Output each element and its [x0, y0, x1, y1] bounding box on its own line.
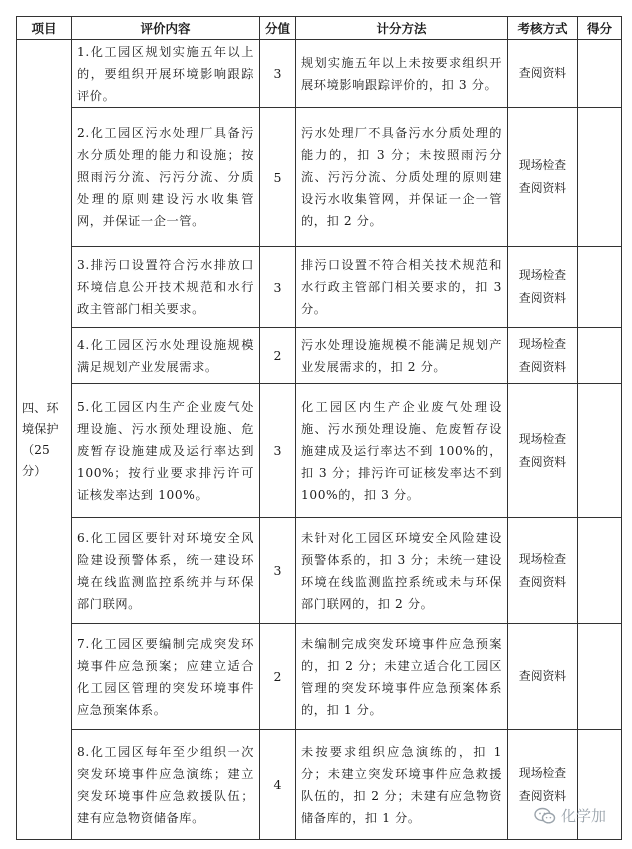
table-row	[17, 730, 622, 840]
content-cell: 4.化工园区污水处理设施规模满足规划产业发展需求。	[72, 328, 260, 384]
table-row	[17, 328, 622, 384]
score-cell: 3	[260, 518, 296, 624]
method-cell: 未按要求组织应急演练的，扣 1 分；未建立突发环境事件应急救援队伍的，扣 2 分；未建有应急物资储备库的，扣 1 分。	[296, 730, 508, 840]
mode-cell: 现场检查 查阅资料	[508, 328, 578, 384]
method-cell: 污水处理设施规模不能满足规划产业发展需求的，扣 2 分。	[296, 328, 508, 384]
mode-cell: 查阅资料	[508, 624, 578, 730]
table-row	[17, 384, 622, 518]
mode-cell: 现场检查 查阅资料	[508, 384, 578, 518]
method-cell: 规划实施五年以上未按要求组织开展环境影响跟踪评价的，扣 3 分。	[296, 40, 508, 108]
mode-cell: 查阅资料	[508, 40, 578, 108]
header-content: 评价内容	[72, 17, 260, 40]
table-row	[17, 40, 622, 108]
score-cell: 5	[260, 108, 296, 247]
content-cell: 1.化工园区规划实施五年以上的，要组织开展环境影响跟踪评价。	[72, 40, 260, 108]
content-cell: 7.化工园区要编制完成突发环境事件应急预案；应建立适合化工园区管理的突发环境事件应急预案体系。	[72, 624, 260, 730]
content-cell: 5.化工园区内生产企业废气处理设施、污水预处理设施、危废暂存设施建成及运行率达到100%；按行业要求排污许可证核发率达到 100%。	[72, 384, 260, 518]
got-cell	[578, 624, 622, 730]
header-got: 得分	[578, 17, 622, 40]
score-cell: 3	[260, 40, 296, 108]
header-project: 项目	[17, 17, 72, 40]
got-cell	[578, 384, 622, 518]
content-cell: 6.化工园区要针对环境安全风险建设预警体系，统一建设环境在线监测监控系统并与环保部门联网。	[72, 518, 260, 624]
method-cell: 未编制完成突发环境事件应急预案的，扣 2 分；未建立适合化工园区管理的突发环境事件应急预案体系的，扣 1 分。	[296, 624, 508, 730]
project-cell: 四、环境保护（25分）	[17, 40, 72, 840]
mode-cell: 现场检查 查阅资料	[508, 518, 578, 624]
table-row	[17, 624, 622, 730]
method-cell: 化工园区内生产企业废气处理设施、污水预处理设施、危废暂存设施建成及运行率达不到 100%的，扣 3 分；排污许可证核发率达不到 100%的，扣 3 分。	[296, 384, 508, 518]
score-cell: 2	[260, 624, 296, 730]
header-method: 计分方法	[296, 17, 508, 40]
score-cell: 2	[260, 328, 296, 384]
table-header-row	[17, 17, 622, 40]
content-cell: 2.化工园区污水处理厂具备污水分质处理的能力和设施；按照雨污分流、污污分流、分质处理的原则建设污水收集管网，并保证一企一管。	[72, 108, 260, 247]
mode-cell: 现场检查 查阅资料	[508, 108, 578, 247]
content-cell: 3.排污口设置符合污水排放口环境信息公开技术规范和水行政主管部门相关要求。	[72, 247, 260, 328]
mode-cell: 现场检查 查阅资料	[508, 247, 578, 328]
got-cell	[578, 247, 622, 328]
table-row	[17, 108, 622, 247]
score-cell: 3	[260, 384, 296, 518]
content-cell: 8.化工园区每年至少组织一次突发环境事件应急演练；建立突发环境事件应急救援队伍；建有应急物资储备库。	[72, 730, 260, 840]
header-mode: 考核方式	[508, 17, 578, 40]
table-row	[17, 247, 622, 328]
evaluation-table	[16, 16, 622, 840]
score-cell: 4	[260, 730, 296, 840]
watermark	[534, 805, 606, 826]
table-row	[17, 518, 622, 624]
wechat-icon	[534, 807, 556, 825]
mode-cell: 现场检查 查阅资料	[508, 730, 578, 840]
got-cell	[578, 518, 622, 624]
score-cell: 3	[260, 247, 296, 328]
method-cell: 排污口设置不符合相关技术规范和水行政主管部门相关要求的，扣 3 分。	[296, 247, 508, 328]
got-cell	[578, 108, 622, 247]
header-score: 分值	[260, 17, 296, 40]
got-cell	[578, 328, 622, 384]
method-cell: 污水处理厂不具备污水分质处理的能力的，扣 3 分；未按照雨污分流、污污分流、分质处理的原则建设污水收集管网，并保证一企一管的，扣 2 分。	[296, 108, 508, 247]
method-cell: 未针对化工园区环境安全风险建设预警体系的，扣 3 分；未统一建设环境在线监测监控系统或未与环保部门联网的，扣 2 分。	[296, 518, 508, 624]
got-cell	[578, 40, 622, 108]
watermark-text: 化学加	[561, 807, 607, 825]
